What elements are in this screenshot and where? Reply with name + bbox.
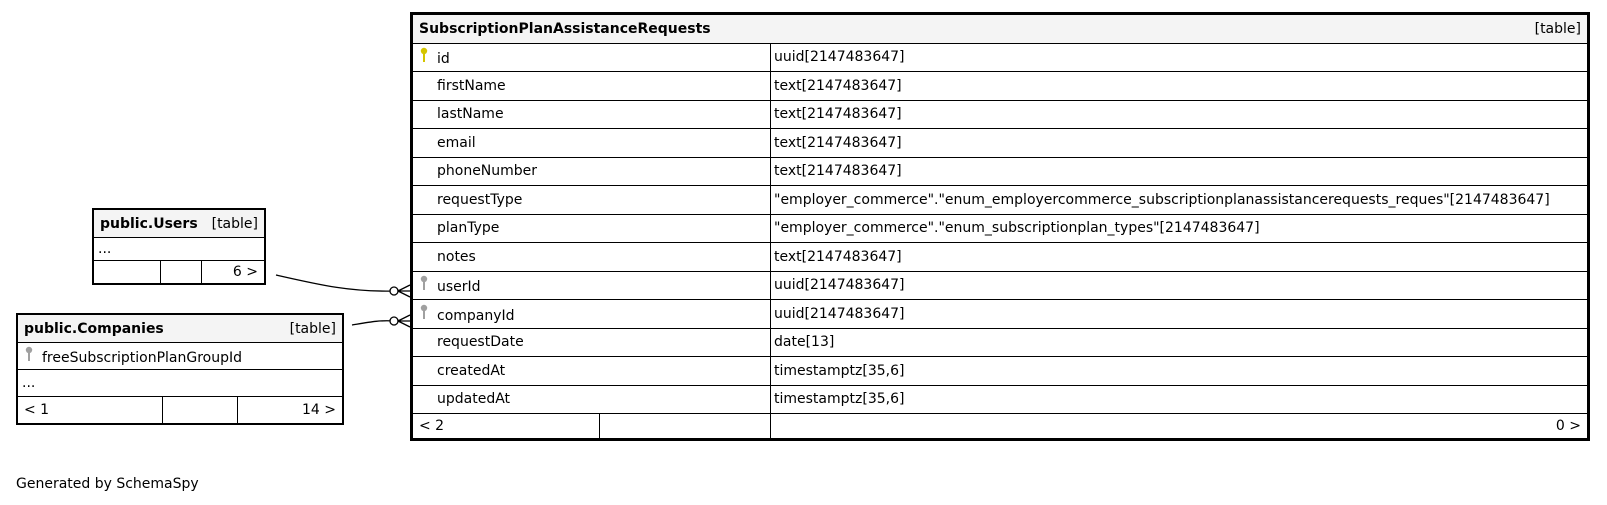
generated-by-caption: Generated by SchemaSpy [16,476,199,492]
column-list [412,43,1589,414]
column-name: planType [437,220,500,237]
column-name: userId [437,279,481,296]
table-kind: [table] [1534,20,1581,37]
column-name: freeSubscriptionPlanGroupId [42,350,243,366]
column-row [412,186,1589,215]
ellipsis-row [17,370,343,397]
table-header-cell [93,209,265,238]
foreign-key-icon [24,346,36,366]
column-row [412,100,1589,129]
footer-children: 6 > [202,261,266,285]
edge-users-to-userId [276,275,394,291]
column-type: text[2147483647] [771,72,1589,101]
column-name-cell [412,157,771,186]
column-row [412,243,1589,272]
table-kind: [table] [289,320,336,337]
table-footer [412,414,1589,440]
column-name-cell [412,214,771,243]
footer-spacer [599,414,770,440]
column-name-cell [412,328,771,357]
column-name-cell [412,43,771,72]
footer-children: 14 > [238,397,344,425]
column-row [412,214,1589,243]
table-name: public.Users [100,215,198,232]
column-type: "employer_commerce"."enum_subscriptionplan_types"[2147483647] [771,214,1589,243]
column-name: email [437,134,476,151]
footer-parents: < 2 [412,414,600,440]
edge-users-crowfoot [398,285,410,297]
column-name: phoneNumber [437,163,538,180]
column-type: uuid[2147483647] [771,271,1589,300]
foreign-key-icon [419,275,431,295]
table-name: SubscriptionPlanAssistanceRequests [419,20,711,37]
footer-parents: < 1 [17,397,163,425]
column-row [17,343,343,370]
column-type: uuid[2147483647] [771,43,1589,72]
table-kind: [table] [211,215,258,232]
column-type: text[2147483647] [771,100,1589,129]
column-name-cell [412,186,771,215]
column-row [412,129,1589,158]
ellipsis-row [93,238,265,261]
column-row [412,157,1589,186]
table-header [412,14,1589,44]
table-public-users [92,208,266,285]
table-header-cell [17,314,343,343]
column-name: updatedAt [437,391,511,408]
column-name-cell [412,300,771,329]
table-header [93,209,265,238]
column-name: companyId [437,307,515,324]
footer-spacer [161,261,202,285]
column-row [412,271,1589,300]
column-name: notes [437,248,476,265]
table-header-cell [412,14,1589,44]
footer-parents [93,261,161,285]
table-footer [93,261,265,285]
column-row [412,385,1589,414]
column-row [412,43,1589,72]
column-type: uuid[2147483647] [771,300,1589,329]
foreign-key-icon [419,304,431,324]
column-type: text[2147483647] [771,157,1589,186]
column-name: id [437,51,450,68]
column-name-cell [412,72,771,101]
column-type: date[13] [771,328,1589,357]
column-name-cell [412,243,771,272]
column-name-cell [412,129,771,158]
ellipsis: ... [17,370,343,397]
column-name-cell [17,343,343,370]
edge-users-optional-marker [390,287,398,295]
footer-spacer [163,397,238,425]
table-footer [17,397,343,425]
column-name-cell [412,385,771,414]
edge-companies-to-companyId [352,321,394,325]
column-type: "employer_commerce"."enum_employercommerce_subscriptionplanassistancerequests_reques"[2147483647] [771,186,1589,215]
edge-companies-optional-marker [390,317,398,325]
column-name: requestDate [437,334,524,351]
column-name-cell [412,357,771,386]
column-row [412,328,1589,357]
table-public-companies [16,313,344,425]
column-row [412,357,1589,386]
primary-key-icon [419,47,431,67]
column-type: text[2147483647] [771,243,1589,272]
column-row [412,300,1589,329]
table-name: public.Companies [24,320,164,337]
column-name: firstName [437,77,506,94]
column-name-cell [412,271,771,300]
table-subscription-plan-assistance-requests [410,12,1590,441]
column-type: timestamptz[35,6] [771,385,1589,414]
column-name-cell [412,100,771,129]
column-row [412,72,1589,101]
column-name: requestType [437,191,523,208]
ellipsis: ... [93,238,265,261]
column-name: lastName [437,106,504,123]
column-type: timestamptz[35,6] [771,357,1589,386]
edge-companies-crowfoot [398,315,410,327]
column-type: text[2147483647] [771,129,1589,158]
footer-children: 0 > [771,414,1589,440]
column-name: createdAt [437,362,506,379]
table-header [17,314,343,343]
